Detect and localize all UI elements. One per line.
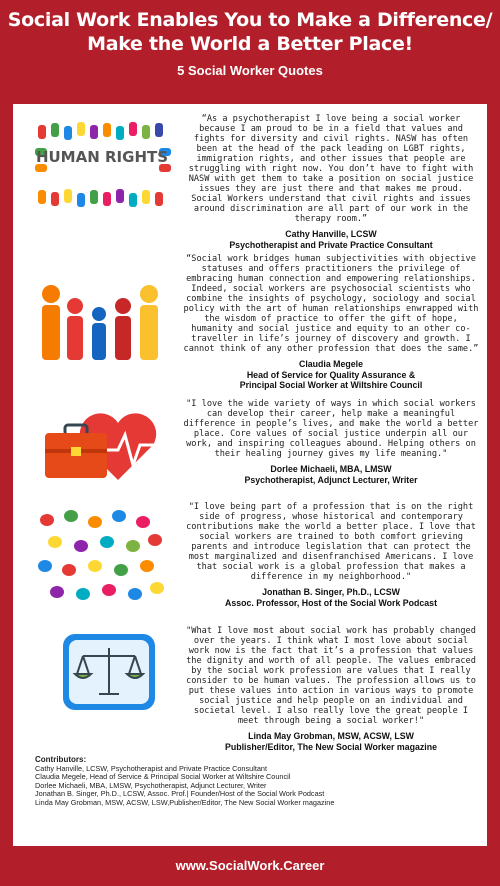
quote-5-text: "What I love most about social work has probably changed over the years. I think what I most love about social work now is the fact that it’s a profession that values the dignity and worth of all people. The values embraced by the social work profession are values that I really consider to be human values. The profession allows us to put these values into action in various ways to promote social justice and help people on an individual and societal level. I also really love the great people I meet through being a social worker!" <box>186 626 476 726</box>
hand-prints-icon <box>38 510 164 600</box>
quote-1 <box>183 114 479 250</box>
family-figures-image <box>37 266 167 380</box>
quote-3-role: Psychotherapist, Adjunct Lecturer, Writer <box>244 474 418 485</box>
title-line-1: Social Work Enables You to Make a Difference/ <box>7 9 493 31</box>
footer-url[interactable]: www.SocialWork.Career <box>175 858 325 873</box>
quote-4-text: "I love being part of a profession that is on the right side of progress, whose historical and contemporary contributions make the world a better place. I love that social workers are trained to both comfort grieving parents and introduce legislation that can protect the most marginalized and disenfranchised Americans. I love that social work is a global profession that makes a difference in my neighborhood." <box>186 502 476 582</box>
quote-2-role-2: Principal Social Worker at Wiltshire Council <box>239 380 423 390</box>
human-rights-text: HUMAN RIGHTS <box>35 148 169 166</box>
quote-3-text: "I love the wide variety of ways in which social workers can develop their career, help make a meaningful difference in people’s lives, and make the world a better place. Core values of social justice underpin all our work, and inspiring colleagues abound. Helping others on their healing journey gives my life meaning." <box>183 399 479 459</box>
people-icon <box>42 285 158 360</box>
quote-3 <box>183 399 479 485</box>
contributor-line: Linda May Grobman, MSW, ACSW, LSW,Publisher/Editor, The New Social Worker magazine <box>35 797 335 807</box>
quote-5-role: Publisher/Editor, The New Social Worker magazine <box>225 741 437 752</box>
quote-1-author <box>183 229 479 250</box>
quote-4-role: Assoc. Professor, Host of the Social Work Podcast <box>225 597 437 608</box>
quote-1-role: Psychotherapist and Private Practice Consultant <box>229 239 433 250</box>
quote-2-author <box>183 359 479 391</box>
contributor-line: Cathy Hanville, LCSW, Psychotherapist and Private Practice Consultant <box>35 763 267 773</box>
quote-5-name: Linda May Grobman, MSW, ACSW, LSW <box>248 731 414 741</box>
title-line-2: Make the World a Better Place! <box>87 33 413 55</box>
quote-4 <box>183 502 479 608</box>
quote-3-name: Dorlee Michaeli, MBA, LMSW <box>270 464 392 474</box>
quote-1-name: Cathy Hanville, LCSW <box>285 229 377 239</box>
quote-2-name: Claudia Megele <box>298 359 364 369</box>
colorful-hands-image <box>35 508 165 612</box>
quote-4-author <box>183 587 479 608</box>
content-panel <box>13 104 487 846</box>
contributors-heading: Contributors: <box>35 755 87 764</box>
contributor-line: Claudia Megele, Head of Service & Principal Social Worker at Wiltshire Council <box>35 772 291 782</box>
header <box>0 0 500 100</box>
quote-2-role: Head of Service for Quality Assurance & <box>246 369 416 380</box>
human-rights-hands-image <box>33 120 173 214</box>
quote-1-text: “As a psychotherapist I love being a social worker because I am proud to be in a field that values and fights for diversity and civil rights. NASW has often been at the head of the pack leading on LGBT rights, immigration rights, and other issues that people are struggling with right now. You don’t have to fight with NASW with get them to take a position on social justice issues they are just there and that makes me proud. Social Workers understand that civil rights and issues around discrimination are all part of our work in the therapy room.” <box>188 114 474 224</box>
justice-scales-image <box>61 632 157 716</box>
page-title <box>0 8 500 56</box>
quote-5 <box>183 626 479 752</box>
contributor-line: Dorlee Michaeli, MBA, LMSW, Psychotherapist, Adjunct Lecturer, Writer <box>35 780 267 790</box>
heart-briefcase-image <box>43 405 173 494</box>
quote-4-name: Jonathan B. Singer, Ph.D., LCSW <box>262 587 400 597</box>
quote-3-author <box>183 464 479 485</box>
contributors-list <box>35 756 475 808</box>
contributor-line: Jonathan B. Singer, Ph.D., LCSW, Assoc. Prof.| Founder/Host of the Social Work Podcast <box>35 789 325 799</box>
quote-2 <box>183 254 479 391</box>
quote-5-author <box>183 731 479 752</box>
quote-2-text: “Social work bridges human subjectivities with objective statuses and offers practitioners the privilege of embracing human connection and empowering relationships. Indeed, social workers are psychosocial scientists who combine the insights of psychology, sociology and social policy with the art of human relationships enwrapped with the wisdom of practice to offer the gift of hope, humanity and social justice and equity to an other co-traveller in life’s journey of discovery and growth. I cannot think of any other profession that does the same.” <box>183 254 479 354</box>
page-subtitle: 5 Social Worker Quotes <box>177 63 323 78</box>
